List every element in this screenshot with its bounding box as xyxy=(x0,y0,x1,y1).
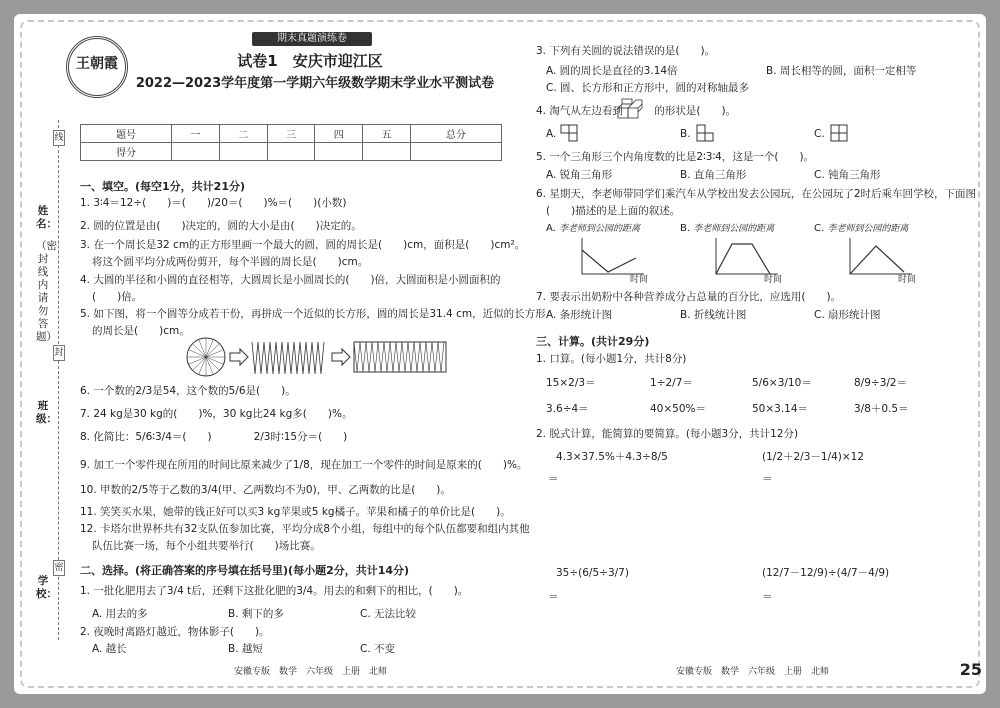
question: 2. 夜晚时离路灯越近，物体影子( )。 xyxy=(80,626,270,638)
axis-label: 李老师到公园的距离 xyxy=(559,224,641,234)
publisher-logo: 王朝霞 xyxy=(66,36,128,98)
section1-heading: 一、填空。(每空1分，共计21分) xyxy=(80,180,246,193)
oral-item: 15×2/3＝ xyxy=(546,377,596,389)
question: 7. 24 kg是30 kg的( )%，30 kg比24 kg多( )%。 xyxy=(80,408,353,420)
question: 将这个圆平均分成两份剪开，每个半圆的周长是( )cm。 xyxy=(92,256,369,268)
score-cell[interactable] xyxy=(315,143,363,161)
option[interactable] xyxy=(814,222,908,236)
equals-sign: ＝ xyxy=(762,473,773,485)
option[interactable]: B. xyxy=(680,128,691,140)
score-cell[interactable] xyxy=(172,143,220,161)
cube-stack-figure xyxy=(616,98,644,120)
table-cell: 五 xyxy=(363,125,411,143)
question: 9. 加工一个零件现在所用的时间比原来减少了1/8，现在加工一个零件的时间是原来的( )%。 xyxy=(80,459,528,471)
calc-item: 35÷(6/5÷3/7) xyxy=(556,567,629,579)
oral-item: 40×50%＝ xyxy=(650,403,706,415)
option[interactable]: B. 剩下的多 xyxy=(228,608,284,620)
view-b-icon xyxy=(696,124,718,142)
table-cell: 题号 xyxy=(81,125,172,143)
oral-item: 1÷2/7＝ xyxy=(650,377,693,389)
axis-label: 时间 xyxy=(898,275,917,285)
footer-left: 安徽专版 数学 六年级 上册 北师 xyxy=(234,667,388,677)
option[interactable]: B. 折线统计图 xyxy=(680,309,747,321)
banner: 期末真题演练卷 xyxy=(252,32,372,46)
score-cell[interactable] xyxy=(267,143,315,161)
arrow-icon xyxy=(332,349,350,365)
question: ( )描述的是上面的叙述。 xyxy=(546,205,681,217)
exam-title: 试卷1 安庆市迎江区 xyxy=(237,52,383,70)
question: 5. 如下图，将一个圆等分成若干份，再拼成一个近似的长方形，圆的周长是31.4 cm，近似的长方形 xyxy=(80,308,546,320)
score-table xyxy=(80,124,502,161)
seal-tag-close: 密 xyxy=(53,560,65,576)
question: 5. 一个三角形三个内角度数的比是2∶3∶4，这是一个( )。 xyxy=(536,151,815,163)
school-label: 学校： xyxy=(36,575,57,600)
question: 4. 大圆的半径和小圆的直径相等，大圆周长是小圆周长的( )倍，大圆面积是小圆面积的 xyxy=(80,274,501,286)
question: 7. 要表示出奶粉中各种营养成分占总量的百分比，应选用( )。 xyxy=(536,291,842,303)
class-label: 班级： xyxy=(36,400,57,425)
option[interactable]: C. 钝角三角形 xyxy=(814,169,881,181)
circle-rectangle-figure xyxy=(186,336,486,378)
question: 6. 一个数的2/3是54，这个数的5/6是( )。 xyxy=(80,385,296,397)
oral-item: 5/6×3/10＝ xyxy=(752,377,812,389)
equals-sign: ＝ xyxy=(548,591,559,603)
subheading: 2. 脱式计算，能简算的要简算。(每小题3分，共计12分) xyxy=(536,428,799,440)
page-number: 25 xyxy=(959,660,982,679)
question: 3. 在一个周长是32 cm的正方形里画一个最大的圆，圆的周长是( )cm，面积是( )cm²。 xyxy=(80,239,526,251)
equals-sign: ＝ xyxy=(762,591,773,603)
option[interactable]: A. 锐角三角形 xyxy=(546,169,613,181)
option[interactable]: A. xyxy=(546,128,557,140)
oral-item: 3.6÷4＝ xyxy=(546,403,589,415)
circle-sectors xyxy=(187,338,225,376)
table-cell: 一 xyxy=(172,125,220,143)
oral-item: 50×3.14＝ xyxy=(752,403,809,415)
section2-heading: 二、选择。(将正确答案的序号填在括号里)(每小题2分，共计14分) xyxy=(80,564,410,577)
arrow-icon xyxy=(230,349,248,365)
rectangle-strip xyxy=(354,342,444,372)
calc-item: (1/2＋2/3－1/4)×12 xyxy=(762,451,865,463)
option-letter: B. xyxy=(680,223,691,234)
option[interactable]: A. 越长 xyxy=(92,643,127,655)
table-cell: 三 xyxy=(267,125,315,143)
axis-label: 时间 xyxy=(630,275,649,285)
option[interactable]: B. 直角三角形 xyxy=(680,169,747,181)
seal-tag-seal: 封 xyxy=(53,345,65,361)
question: 3. 下列有关圆的说法错误的是( )。 xyxy=(536,45,716,57)
table-row xyxy=(81,125,502,143)
footer-right: 安徽专版 数学 六年级 上册 北师 xyxy=(676,667,830,677)
equals-sign: ＝ xyxy=(548,473,559,485)
subheading: 1. 口算。(每小题1分，共计8分) xyxy=(536,353,687,365)
option[interactable] xyxy=(680,222,774,236)
option[interactable]: B. 越短 xyxy=(228,643,263,655)
question: 11. 笑笑买水果，她带的钱正好可以买3 kg苹果或5 kg橘子。苹果和橘子的单价比是( )。 xyxy=(80,506,511,518)
score-cell[interactable] xyxy=(363,143,411,161)
name-label: 姓名： xyxy=(36,205,57,230)
table-row xyxy=(81,143,502,161)
calc-item: 4.3×37.5%＋4.3÷8/5 xyxy=(556,451,668,463)
table-cell: 二 xyxy=(219,125,267,143)
option[interactable]: A. 用去的多 xyxy=(92,608,148,620)
option[interactable]: C. 圆、长方形和正方形中，圆的对称轴最多 xyxy=(546,82,750,94)
axis-label: 李老师到公园的距离 xyxy=(693,224,775,234)
question: 4. 淘气从左边看到 的形状是( )。 xyxy=(536,105,737,117)
score-cell[interactable] xyxy=(219,143,267,161)
question: 12. 卡塔尔世界杯共有32支队伍参加比赛，平均分成8个小组，每组中的每个队伍都要和组内其他 xyxy=(80,523,530,535)
oral-item: 8/9÷3/2＝ xyxy=(854,377,908,389)
question: 队伍比赛一场，每个小组共要举行( )场比赛。 xyxy=(92,540,321,552)
sector-strip xyxy=(252,342,324,374)
oral-item: 3/8＋0.5＝ xyxy=(854,403,909,415)
option-letter: A. xyxy=(546,223,556,234)
score-cell[interactable] xyxy=(410,143,501,161)
table-cell: 总分 xyxy=(410,125,501,143)
option[interactable] xyxy=(546,222,640,236)
question: 8. 化简比：5/6∶3/4＝( ) 2/3时∶15分＝( ) xyxy=(80,431,348,443)
table-cell: 四 xyxy=(315,125,363,143)
question: 2. 圆的位置是由( )决定的，圆的大小是由( )决定的。 xyxy=(80,220,362,232)
view-c-icon xyxy=(830,124,852,142)
question: 6. 星期天，李老师带同学们乘汽车从学校出发去公园玩，在公园玩了2时后乘车回学校，下面图 xyxy=(536,188,977,200)
exam-subtitle: 2022—2023学年度第一学期六年级数学期末学业水平测试卷 xyxy=(135,76,495,91)
option[interactable]: C. 不变 xyxy=(360,643,396,655)
option[interactable]: C. 扇形统计图 xyxy=(814,309,881,321)
seal-tag-line: 线 xyxy=(53,130,65,146)
option[interactable]: B. 周长相等的圆，面积一定相等 xyxy=(766,65,917,77)
option-letter: C. xyxy=(814,223,825,234)
section3-heading: 三、计算。(共计29分) xyxy=(536,335,650,348)
option[interactable]: A. 条形统计图 xyxy=(546,309,613,321)
seal-note: （密封线内请勿答题） xyxy=(36,240,57,343)
table-cell: 得分 xyxy=(81,143,172,161)
question: ( )倍。 xyxy=(92,291,143,303)
binding-margin xyxy=(22,120,62,640)
question: 1. 3∶4＝12÷( )＝( )/20＝( )%＝( )(小数) xyxy=(80,197,347,209)
question: 10. 甲数的2/5等于乙数的3/4(甲、乙两数均不为0)，甲、乙两数的比是( )。 xyxy=(80,484,451,496)
axis-label: 时间 xyxy=(764,275,783,285)
question: 的周长是( )cm。 xyxy=(92,325,190,337)
option[interactable]: A. 圆的周长是直径的3.14倍 xyxy=(546,65,678,77)
view-a-icon xyxy=(560,124,582,142)
calc-item: (12/7－12/9)÷(4/7－4/9) xyxy=(762,567,890,579)
question: 1. 一批化肥用去了3/4 t后，还剩下这批化肥的3/4。用去的和剩下的相比，( )。 xyxy=(80,585,469,597)
option[interactable]: C. 无法比较 xyxy=(360,608,417,620)
axis-label: 李老师到公园的距离 xyxy=(827,224,909,234)
option[interactable]: C. xyxy=(814,128,825,140)
